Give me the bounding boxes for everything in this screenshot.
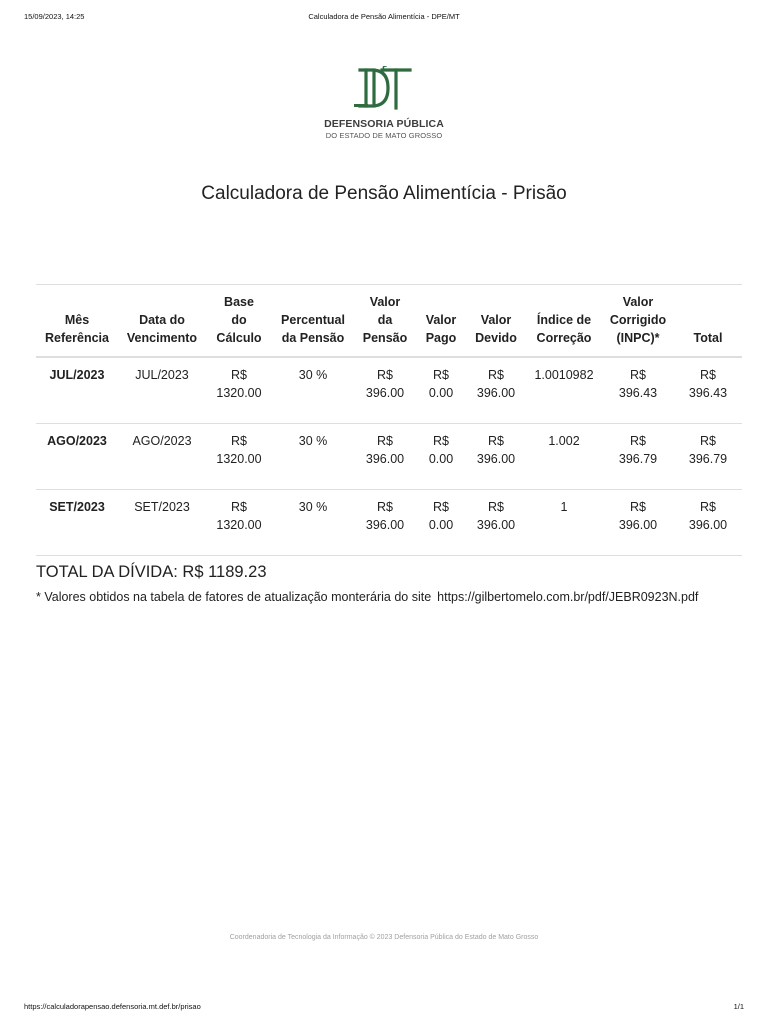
col-total: Total bbox=[674, 285, 742, 358]
cell-valor-pensao: R$ 396.00 bbox=[354, 357, 416, 424]
cell-base-calculo: R$ 1320.00 bbox=[206, 490, 272, 556]
cell-data-vencimento: AGO/2023 bbox=[118, 424, 206, 490]
cell-valor-corrigido: R$ 396.79 bbox=[602, 424, 674, 490]
cell-percentual: 30 % bbox=[272, 357, 354, 424]
print-header bbox=[0, 0, 768, 24]
cell-data-vencimento: JUL/2023 bbox=[118, 357, 206, 424]
cell-valor-corrigido: R$ 396.43 bbox=[602, 357, 674, 424]
dpmt-monogram-icon bbox=[354, 66, 414, 112]
table-row bbox=[36, 424, 742, 490]
footnote-text: * Valores obtidos na tabela de fatores de atualização monterária do site bbox=[36, 590, 432, 604]
cell-valor-pensao: R$ 396.00 bbox=[354, 424, 416, 490]
cell-total: R$ 396.43 bbox=[674, 357, 742, 424]
cell-total: R$ 396.79 bbox=[674, 424, 742, 490]
table-row bbox=[36, 357, 742, 424]
print-page-number: 1/1 bbox=[733, 1002, 744, 1011]
col-valor-corrigido: Valor Corrigido (INPC)* bbox=[602, 285, 674, 358]
print-datetime: 15/09/2023, 14:25 bbox=[24, 12, 85, 21]
cell-base-calculo: R$ 1320.00 bbox=[206, 357, 272, 424]
total-debt: TOTAL DA DÍVIDA: R$ 1189.23 bbox=[36, 563, 267, 581]
cell-percentual: 30 % bbox=[272, 424, 354, 490]
col-base-calculo: Base do Cálculo bbox=[206, 285, 272, 358]
footer-copyright: Coordenadoria de Tecnologia da Informação © 2023 Defensoria Pública do Estado de Mato Grosso bbox=[229, 934, 539, 941]
col-valor-pago: Valor Pago bbox=[416, 285, 466, 358]
logo-org-subtitle: DO ESTADO DE MATO GROSSO bbox=[325, 131, 443, 140]
cell-valor-devido: R$ 396.00 bbox=[466, 357, 526, 424]
col-valor-pensao: Valor da Pensão bbox=[354, 285, 416, 358]
cell-mes-referencia: SET/2023 bbox=[36, 490, 118, 556]
cell-indice-correcao: 1.0010982 bbox=[526, 357, 602, 424]
cell-valor-pensao: R$ 396.00 bbox=[354, 490, 416, 556]
cell-data-vencimento: SET/2023 bbox=[118, 490, 206, 556]
print-page-title: Calculadora de Pensão Alimentícia - DPE/MT bbox=[308, 12, 460, 21]
cell-valor-pago: R$ 0.00 bbox=[416, 490, 466, 556]
cell-percentual: 30 % bbox=[272, 490, 354, 556]
cell-base-calculo: R$ 1320.00 bbox=[206, 424, 272, 490]
results-table bbox=[36, 284, 742, 556]
col-data-vencimento: Data do Vencimento bbox=[118, 285, 206, 358]
cell-valor-pago: R$ 0.00 bbox=[416, 357, 466, 424]
cell-mes-referencia: AGO/2023 bbox=[36, 424, 118, 490]
cell-valor-devido: R$ 396.00 bbox=[466, 424, 526, 490]
cell-indice-correcao: 1 bbox=[526, 490, 602, 556]
table-row bbox=[36, 490, 742, 556]
footnote-source-link[interactable]: https://gilbertomelo.com.br/pdf/JEBR0923N.pdf bbox=[437, 590, 699, 604]
cell-valor-devido: R$ 396.00 bbox=[466, 490, 526, 556]
footnote bbox=[36, 590, 698, 604]
logo bbox=[0, 66, 768, 140]
cell-mes-referencia: JUL/2023 bbox=[36, 357, 118, 424]
col-indice-correcao: Índice de Correção bbox=[526, 285, 602, 358]
col-percentual-pensao: Percentual da Pensão bbox=[272, 285, 354, 358]
print-footer-url: https://calculadorapensao.defensoria.mt.def.br/prisao bbox=[24, 1002, 201, 1011]
cell-total: R$ 396.00 bbox=[674, 490, 742, 556]
cell-valor-corrigido: R$ 396.00 bbox=[602, 490, 674, 556]
logo-org-name: DEFENSORIA PÚBLICA bbox=[324, 118, 444, 130]
table-header-row bbox=[36, 285, 742, 358]
col-mes-referencia: Mês Referência bbox=[36, 285, 118, 358]
col-valor-devido: Valor Devido bbox=[466, 285, 526, 358]
cell-valor-pago: R$ 0.00 bbox=[416, 424, 466, 490]
page-title: Calculadora de Pensão Alimentícia - Prisão bbox=[201, 183, 567, 204]
cell-indice-correcao: 1.002 bbox=[526, 424, 602, 490]
